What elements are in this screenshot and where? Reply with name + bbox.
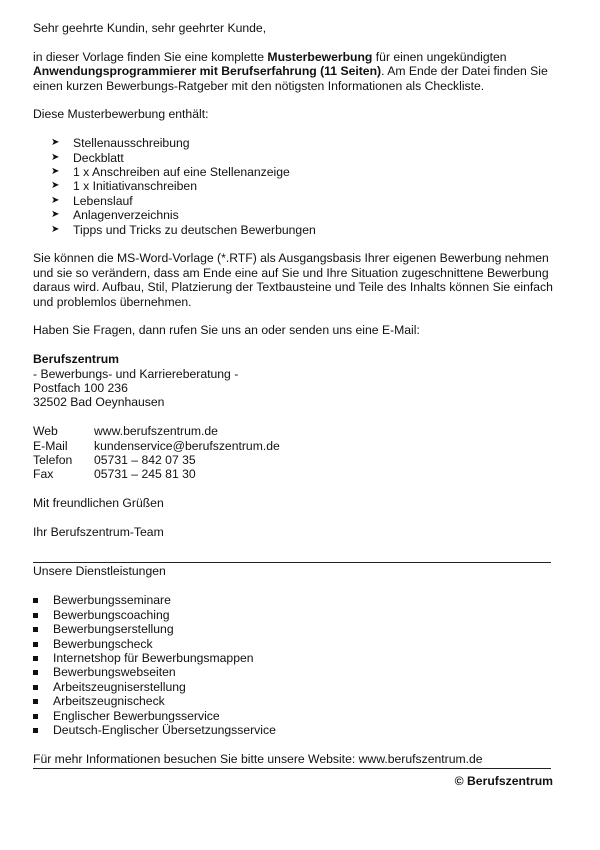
company-name-text: Berufszentrum	[33, 352, 120, 367]
list-item-label: Deutsch-Englischer Übersetzungsservice	[53, 722, 276, 737]
arrow-bullet-icon: ➤	[51, 209, 60, 221]
contact-label: Telefon	[33, 453, 73, 468]
square-bullet-icon	[33, 598, 38, 603]
list-item	[33, 165, 553, 179]
intro-paragraph	[33, 50, 553, 93]
square-bullet-icon	[33, 613, 38, 618]
arrow-bullet-icon: ➤	[51, 194, 60, 206]
intro-text-2: für einen ungekündigten	[372, 49, 507, 64]
list-item	[33, 208, 553, 222]
list-item-label: Bewerbungswebseiten	[53, 665, 176, 680]
list-item	[33, 680, 553, 694]
arrow-bullet-icon: ➤	[51, 166, 60, 178]
square-bullet-icon	[33, 685, 38, 690]
contact-row-phone	[33, 453, 553, 467]
usage-paragraph: Sie können die MS-Word-Vorlage (*.RTF) als Ausgangsbasis Ihrer eigenen Bewerbung nehmen und sie so verändern, dass am Ende eine auf Sie und Ihre Situation zugeschnittene Bewerbung daraus wird. Aufbau, Stil, Platzierung der Textbausteine und Teile des Inhalts können Sie einfach und problemlos übernehmen.	[33, 251, 553, 309]
list-item	[33, 194, 553, 208]
list-item	[33, 651, 553, 665]
contact-row-email	[33, 439, 553, 453]
address-street: Postfach 100 236	[33, 381, 128, 396]
copyright: © Berufszentrum	[454, 774, 553, 789]
square-bullet-icon	[33, 670, 38, 675]
square-bullet-icon	[33, 728, 38, 733]
contact-row-fax	[33, 467, 553, 481]
list-item	[33, 637, 553, 651]
company-name	[33, 352, 553, 366]
list-item	[33, 608, 553, 622]
list-item	[33, 151, 553, 165]
list-item	[33, 622, 553, 636]
contact-label: E-Mail	[33, 438, 68, 453]
arrow-bullet-icon: ➤	[51, 223, 60, 235]
arrow-bullet-icon: ➤	[51, 137, 60, 149]
list-item-label: Stellenausschreibung	[73, 136, 190, 151]
contact-label: Web	[33, 424, 58, 439]
list-item-label: Bewerbungscoaching	[53, 607, 170, 622]
phone-value: 05731 – 842 07 35	[94, 453, 196, 468]
list-item-label: 1 x Initiativanschreiben	[73, 179, 197, 194]
list-item-label: Tipps und Tricks zu deutschen Bewerbungen	[73, 222, 316, 237]
arrow-bullet-icon: ➤	[51, 151, 60, 163]
list-item-label: Lebenslauf	[73, 193, 133, 208]
list-item	[33, 709, 553, 723]
contact-label: Fax	[33, 467, 54, 482]
list-item	[33, 136, 553, 150]
list-item	[33, 694, 553, 708]
services-list	[33, 593, 553, 737]
questions-paragraph: Haben Sie Fragen, dann rufen Sie uns an oder senden uns eine E-Mail:	[33, 323, 420, 338]
list-item-label: Bewerbungserstellung	[53, 622, 174, 637]
greeting: Sehr geehrte Kundin, sehr geehrter Kunde,	[33, 21, 267, 35]
square-bullet-icon	[33, 656, 38, 661]
list-item	[33, 723, 553, 737]
more-info: Für mehr Informationen besuchen Sie bitte unsere Website: www.berufszentrum.de	[33, 751, 483, 766]
closing: Mit freundlichen Grüßen	[33, 496, 164, 511]
contents-heading: Diese Musterbewerbung enthält:	[33, 107, 209, 122]
contents-list	[33, 136, 553, 237]
fax-value: 05731 – 245 81 30	[94, 467, 196, 482]
services-heading: Unsere Dienstleistungen	[33, 564, 166, 579]
square-bullet-icon	[33, 642, 38, 647]
company-subtitle: - Bewerbungs- und Karriereberatung -	[33, 366, 239, 381]
signature: Ihr Berufszentrum-Team	[33, 525, 164, 540]
email-link[interactable]: kundenservice@berufszentrum.de	[94, 438, 280, 453]
list-item-label: Deckblatt	[73, 150, 124, 165]
list-item-label: Bewerbungscheck	[53, 636, 153, 651]
contact-row-web	[33, 424, 553, 438]
square-bullet-icon	[33, 627, 38, 632]
address-city: 32502 Bad Oeynhausen	[33, 395, 165, 410]
square-bullet-icon	[33, 714, 38, 719]
intro-text-3: . Am Ende der Datei finden Sie einen kurzen Bewerbungs-Ratgeber mit den nötigsten Informationen als Checkliste.	[33, 64, 548, 93]
contact-block	[33, 424, 553, 482]
list-item-label: Arbeitszeugniserstellung	[53, 679, 186, 694]
web-link[interactable]: www.berufszentrum.de	[94, 424, 218, 439]
list-item	[33, 593, 553, 607]
intro-bold-1: Musterbewerbung	[267, 49, 373, 64]
intro-bold-2: Anwendungsprogrammierer mit Berufserfahrung (11 Seiten)	[33, 64, 382, 79]
list-item-label: Bewerbungsseminare	[53, 593, 171, 608]
document-page	[33, 21, 553, 789]
list-item-label: Internetshop für Bewerbungsmappen	[53, 650, 254, 665]
arrow-bullet-icon: ➤	[51, 180, 60, 192]
list-item-label: 1 x Anschreiben auf eine Stellenanzeige	[73, 165, 290, 180]
list-item	[33, 665, 553, 679]
list-item-label: Englischer Bewerbungsservice	[53, 708, 220, 723]
list-item-label: Anlagenverzeichnis	[73, 208, 179, 223]
intro-text-1: in dieser Vorlage finden Sie eine komplette	[33, 49, 268, 64]
list-item	[33, 179, 553, 193]
list-item	[33, 223, 553, 237]
square-bullet-icon	[33, 699, 38, 704]
list-item-label: Arbeitszeugnischeck	[53, 694, 165, 709]
